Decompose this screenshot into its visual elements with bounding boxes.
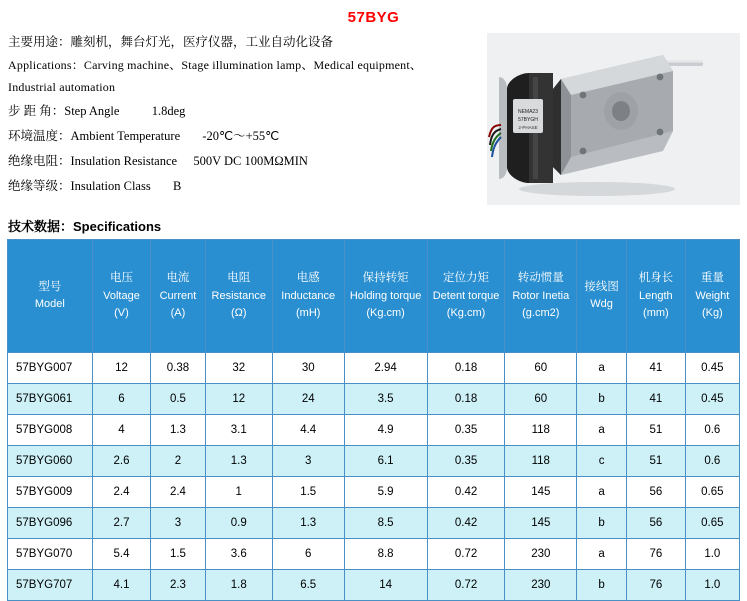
- cell-voltage: 2.7: [92, 508, 151, 539]
- col-header-resistance-cn: 电阻: [227, 272, 251, 285]
- cell-inductance: 30: [272, 353, 344, 384]
- cell-holding-torque: 3.5: [344, 384, 427, 415]
- cell-length: 51: [627, 446, 686, 477]
- col-header-weight: [685, 240, 739, 353]
- table-row: [8, 353, 740, 384]
- col-header-length-unit: (mm): [643, 306, 669, 319]
- col-header-model-en: Model: [34, 298, 65, 311]
- applications-en-line1: Applications：Carving machine、Stage illumination lamp、Medical equipment、: [8, 57, 423, 72]
- cell-resistance: 3.1: [205, 415, 272, 446]
- cell-weight: 0.6: [685, 415, 739, 446]
- col-header-weight-en: Weight: [695, 289, 730, 302]
- col-header-rotor-inertia: [505, 240, 577, 353]
- cell-model: 57BYG008: [8, 415, 93, 446]
- cell-weight: 0.6: [685, 446, 739, 477]
- cell-holding-torque: 14: [344, 570, 427, 601]
- cell-holding-torque: 8.8: [344, 539, 427, 570]
- cell-resistance: 1.8: [205, 570, 272, 601]
- cell-current: 1.3: [151, 415, 205, 446]
- cell-length: 41: [627, 384, 686, 415]
- cell-rotor-inertia: 145: [505, 508, 577, 539]
- col-header-wiring-cn: 接线图: [584, 280, 619, 293]
- cell-voltage: 5.4: [92, 539, 151, 570]
- stepper-motor-illustration: [487, 33, 740, 205]
- svg-text:2-PHASE: 2-PHASE: [518, 125, 538, 130]
- cell-resistance: 3.6: [205, 539, 272, 570]
- cell-model: 57BYG009: [8, 477, 93, 508]
- cell-holding-torque: 4.9: [344, 415, 427, 446]
- applications-en-line2: Industrial automation: [8, 80, 116, 95]
- page-title: 57BYG: [347, 9, 400, 26]
- col-header-rotor-inertia-unit: (g.cm2): [522, 306, 560, 319]
- col-header-inductance-en: Inductance: [281, 289, 336, 302]
- col-header-current-en: Current: [159, 289, 197, 302]
- cell-length: 76: [627, 570, 686, 601]
- table-row: [8, 415, 740, 446]
- cell-weight: 0.65: [685, 508, 739, 539]
- cell-voltage: 4: [92, 415, 151, 446]
- cell-voltage: 6: [92, 384, 151, 415]
- spec-insulation-resistance-label: 绝缘电阻：Insulation Resistance: [8, 154, 178, 169]
- spec-ambient-temperature-value: -20℃～+55℃: [202, 129, 280, 144]
- col-header-voltage-en: Voltage: [103, 289, 140, 302]
- cell-detent-torque: 0.18: [427, 353, 505, 384]
- col-header-inductance: [272, 240, 344, 353]
- cell-wiring: b: [577, 570, 627, 601]
- cell-weight: 0.45: [685, 384, 739, 415]
- col-header-detent-torque: [427, 240, 505, 353]
- cell-wiring: c: [577, 446, 627, 477]
- col-header-detent-torque-en: Detent torque: [432, 289, 500, 302]
- cell-wiring: a: [577, 353, 627, 384]
- cell-inductance: 6: [272, 539, 344, 570]
- col-header-detent-torque-cn: 定位力矩: [443, 272, 490, 285]
- col-header-current-unit: (A): [170, 306, 186, 319]
- cell-resistance: 1.3: [205, 446, 272, 477]
- col-header-current: [151, 240, 205, 353]
- cell-detent-torque: 0.35: [427, 415, 505, 446]
- col-header-voltage: [92, 240, 151, 353]
- cell-weight: 1.0: [685, 570, 739, 601]
- svg-text:57BYGH: 57BYGH: [518, 117, 538, 123]
- col-header-weight-cn: 重量: [700, 272, 724, 285]
- col-header-current-cn: 电流: [166, 272, 190, 285]
- cell-holding-torque: 2.94: [344, 353, 427, 384]
- cell-wiring: a: [577, 539, 627, 570]
- svg-text:NEMA23: NEMA23: [517, 109, 539, 115]
- cell-holding-torque: 8.5: [344, 508, 427, 539]
- col-header-wiring-en: Wdg: [590, 298, 613, 311]
- cell-rotor-inertia: 230: [505, 539, 577, 570]
- cell-length: 56: [627, 477, 686, 508]
- spec-insulation-resistance: [8, 151, 478, 169]
- spec-insulation-class-value: B: [172, 179, 182, 194]
- spec-step-angle-value: 1.8deg: [151, 104, 186, 119]
- spec-ambient-temperature: [8, 126, 478, 144]
- cell-detent-torque: 0.35: [427, 446, 505, 477]
- cell-resistance: 1: [205, 477, 272, 508]
- cell-model: 57BYG096: [8, 508, 93, 539]
- cell-model: 57BYG060: [8, 446, 93, 477]
- col-header-length-cn: 机身长: [638, 272, 674, 285]
- product-photo: [487, 33, 740, 205]
- cell-holding-torque: 5.9: [344, 477, 427, 508]
- cell-wiring: a: [577, 415, 627, 446]
- cell-rotor-inertia: 145: [505, 477, 577, 508]
- cell-resistance: 32: [205, 353, 272, 384]
- cell-voltage: 2.4: [92, 477, 151, 508]
- cell-length: 51: [627, 415, 686, 446]
- col-header-voltage-unit: (V): [114, 306, 129, 319]
- cell-current: 0.5: [151, 384, 205, 415]
- cell-model: 57BYG061: [8, 384, 93, 415]
- spec-step-angle: [8, 101, 478, 119]
- cell-wiring: b: [577, 508, 627, 539]
- cell-inductance: 4.4: [272, 415, 344, 446]
- cell-model: 57BYG707: [8, 570, 93, 601]
- table-row: [8, 477, 740, 508]
- col-header-holding-torque-en: Holding torque: [349, 289, 422, 302]
- col-header-resistance-unit: (Ω): [230, 306, 247, 319]
- cell-weight: 0.45: [685, 353, 739, 384]
- col-header-model: [8, 240, 93, 353]
- cell-rotor-inertia: 60: [505, 384, 577, 415]
- col-header-inductance-cn: 电感: [296, 272, 320, 285]
- col-header-inductance-unit: (mH): [296, 306, 321, 319]
- applications-cn: 主要用途：雕刻机，舞台灯光，医疗仪器，工业自动化设备: [8, 35, 334, 49]
- cell-detent-torque: 0.42: [427, 477, 505, 508]
- table-row: [8, 446, 740, 477]
- table-body: [8, 353, 740, 601]
- col-header-model-cn: 型号: [38, 280, 62, 293]
- cell-rotor-inertia: 118: [505, 415, 577, 446]
- cell-inductance: 3: [272, 446, 344, 477]
- cell-inductance: 1.5: [272, 477, 344, 508]
- col-header-detent-torque-unit: (Kg.cm): [446, 306, 486, 319]
- spec-insulation-class-label: 绝缘等级：Insulation Class: [8, 179, 151, 194]
- cell-voltage: 2.6: [92, 446, 151, 477]
- col-header-resistance-en: Resistance: [211, 289, 266, 302]
- spec-ambient-temperature-label: 环境温度：Ambient Temperature: [8, 129, 181, 144]
- table-row: [8, 384, 740, 415]
- cell-resistance: 0.9: [205, 508, 272, 539]
- cell-holding-torque: 6.1: [344, 446, 427, 477]
- col-header-voltage-cn: 电压: [109, 272, 133, 285]
- col-header-weight-unit: (Kg): [701, 306, 723, 319]
- cell-voltage: 4.1: [92, 570, 151, 601]
- cell-current: 1.5: [151, 539, 205, 570]
- cell-weight: 1.0: [685, 539, 739, 570]
- cell-resistance: 12: [205, 384, 272, 415]
- cell-rotor-inertia: 230: [505, 570, 577, 601]
- cell-rotor-inertia: 60: [505, 353, 577, 384]
- cell-detent-torque: 0.72: [427, 570, 505, 601]
- col-header-length-en: Length: [639, 289, 673, 302]
- cell-inductance: 6.5: [272, 570, 344, 601]
- cell-voltage: 12: [92, 353, 151, 384]
- cell-wiring: b: [577, 384, 627, 415]
- specifications-heading: 技术数据：Specifications: [8, 219, 162, 234]
- cell-rotor-inertia: 118: [505, 446, 577, 477]
- col-header-resistance: [205, 240, 272, 353]
- cell-length: 56: [627, 508, 686, 539]
- cell-weight: 0.65: [685, 477, 739, 508]
- cell-current: 2.3: [151, 570, 205, 601]
- specifications-table: [7, 239, 740, 601]
- table-row: [8, 570, 740, 601]
- col-header-holding-torque-unit: (Kg.cm): [366, 306, 405, 319]
- cell-inductance: 1.3: [272, 508, 344, 539]
- table-row: [8, 539, 740, 570]
- cell-detent-torque: 0.72: [427, 539, 505, 570]
- col-header-rotor-inertia-en: Rotor Inetia: [512, 289, 570, 302]
- table-row: [8, 508, 740, 539]
- cell-model: 57BYG070: [8, 539, 93, 570]
- cell-length: 41: [627, 353, 686, 384]
- spec-insulation-class: [8, 176, 478, 194]
- cell-detent-torque: 0.18: [427, 384, 505, 415]
- cell-current: 2.4: [151, 477, 205, 508]
- cell-model: 57BYG007: [8, 353, 93, 384]
- col-header-holding-torque: [344, 240, 427, 353]
- intro-block: [8, 34, 478, 201]
- col-header-wiring: [577, 240, 627, 353]
- cell-inductance: 24: [272, 384, 344, 415]
- cell-current: 0.38: [151, 353, 205, 384]
- spec-step-angle-label: 步 距 角：Step Angle: [8, 104, 120, 119]
- cell-wiring: a: [577, 477, 627, 508]
- col-header-holding-torque-cn: 保持转矩: [362, 272, 409, 285]
- cell-length: 76: [627, 539, 686, 570]
- col-header-length: [627, 240, 686, 353]
- cell-current: 2: [151, 446, 205, 477]
- spec-insulation-resistance-value: 500V DC 100MΩMIN: [193, 154, 308, 169]
- cell-current: 3: [151, 508, 205, 539]
- cell-detent-torque: 0.42: [427, 508, 505, 539]
- col-header-rotor-inertia-cn: 转动惯量: [517, 272, 564, 285]
- table-header-row: [8, 240, 740, 353]
